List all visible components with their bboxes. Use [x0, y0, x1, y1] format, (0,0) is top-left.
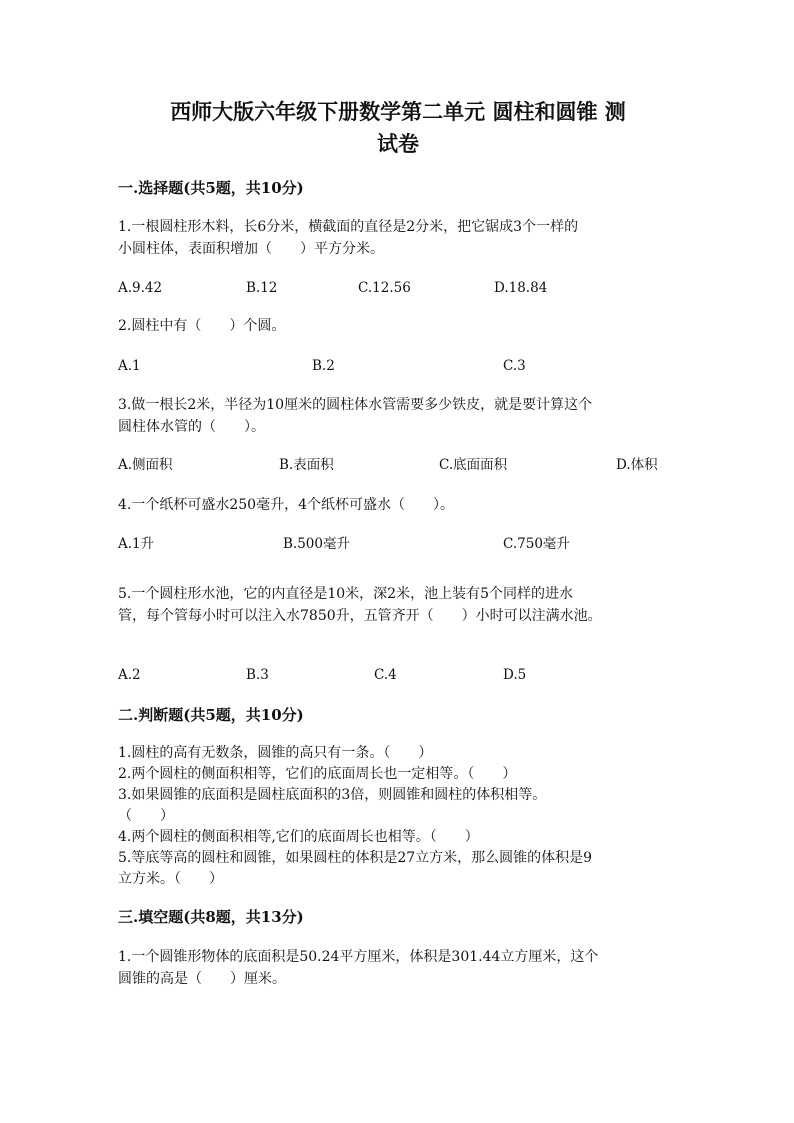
section-heading-judgment: 二.判断题(共5题，共10分) — [118, 706, 304, 724]
question-3-line-2: 圆柱体水管的（ ）。 — [118, 419, 265, 435]
question-1-line-2: 小圆柱体，表面积增加（ ）平方分米。 — [118, 241, 384, 257]
q3-option-d: D.体积 — [616, 457, 658, 473]
question-5-line-1: 5.一个圆柱形水池，它的内直径是10米，深2米，池上装有5个同样的进水 — [118, 586, 573, 602]
q5-option-c: C.4 — [374, 667, 397, 683]
page-title — [118, 96, 678, 160]
question-4-line-1: 4.一个纸杯可盛水250毫升，4个纸杯可盛水（ ）。 — [118, 497, 454, 513]
judgment-line-2: 2.两个圆柱的侧面积相等，它们的底面周长也一定相等。（ ） — [118, 766, 517, 782]
title-line-2: 试卷 — [377, 131, 419, 156]
q3-option-b: B.表面积 — [279, 457, 334, 473]
q1-option-c: C.12.56 — [358, 280, 411, 296]
q2-option-a: A.1 — [118, 358, 141, 374]
question-3-line-1: 3.做一根长2米，半径为10厘米的圆柱体水管需要多少铁皮，就是要计算这个 — [118, 397, 593, 413]
section-heading-choice: 一.选择题(共5题，共10分) — [118, 179, 304, 197]
question-2-line-1: 2.圆柱中有（ ）个圆。 — [118, 318, 286, 334]
q4-option-a: A.1升 — [118, 536, 155, 552]
q4-option-b: B.500毫升 — [283, 536, 350, 552]
judgment-line-5-cont: 立方米。（ ） — [118, 871, 223, 887]
question-4 — [118, 494, 678, 516]
fill-question-1-line-1: 1.一个圆锥形物体的底面积是50.24平方厘米，体积是301.44立方厘米，这个 — [118, 949, 599, 965]
q1-option-b: B.12 — [246, 280, 278, 296]
q3-option-a: A.侧面积 — [118, 457, 173, 473]
fill-question-1 — [118, 946, 678, 990]
q5-option-a: A.2 — [118, 667, 141, 683]
q3-option-c: C.底面面积 — [439, 457, 508, 473]
judgment-line-3-blank: （ ） — [118, 808, 174, 824]
q4-option-c: C.750毫升 — [503, 536, 570, 552]
question-1 — [118, 216, 678, 260]
question-2 — [118, 315, 678, 337]
judgment-line-1: 1.圆柱的高有无数条，圆锥的高只有一条。（ ） — [118, 745, 433, 761]
fill-question-1-line-2: 圆锥的高是（ ）厘米。 — [118, 971, 286, 987]
section-heading-fill: 三.填空题(共8题，共13分) — [118, 908, 304, 926]
question-5 — [118, 583, 678, 627]
q2-option-c: C.3 — [503, 358, 526, 374]
judgment-line-3: 3.如果圆锥的底面积是圆柱底面积的3倍，则圆锥和圆柱的体积相等。 — [118, 787, 547, 803]
q1-option-a: A.9.42 — [118, 280, 163, 296]
question-1-line-1: 1.一根圆柱形木料，长6分米，横截面的直径是2分米，把它锯成3个一样的 — [118, 219, 579, 235]
q1-option-d: D.18.84 — [494, 280, 548, 296]
q5-option-d: D.5 — [503, 667, 527, 683]
question-3 — [118, 394, 678, 438]
q5-option-b: B.3 — [246, 667, 269, 683]
q2-option-b: B.2 — [312, 358, 335, 374]
judgment-line-4: 4.两个圆柱的侧面积相等,它们的底面周长也相等。（ ） — [118, 829, 479, 845]
judgment-line-5: 5.等底等高的圆柱和圆锥，如果圆柱的体积是27立方米，那么圆锥的体积是9 — [118, 850, 593, 866]
question-5-line-2: 管，每个管每小时可以注入水7850升，五管齐开（ ）小时可以注满水池。 — [118, 608, 602, 624]
title-line-1: 西师大版六年级下册数学第二单元 圆柱和圆锥 测 — [170, 99, 626, 124]
